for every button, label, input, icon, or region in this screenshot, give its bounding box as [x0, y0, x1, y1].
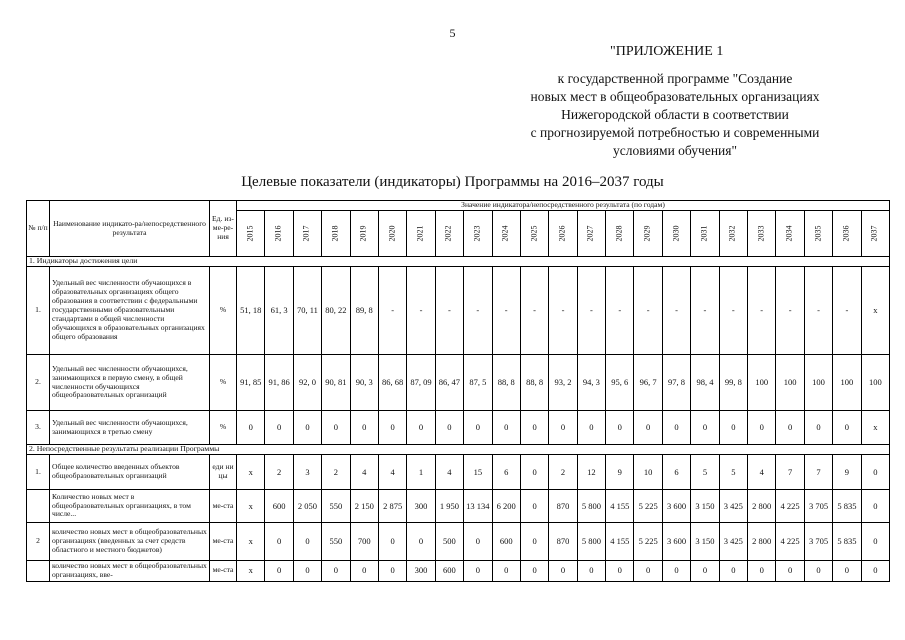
year-label: 2027 — [585, 225, 595, 242]
year-label: 2025 — [529, 225, 539, 242]
table-row — [27, 455, 890, 490]
value-cell: 3 705 — [804, 523, 832, 561]
table-body — [27, 257, 890, 582]
value-cell: 0 — [577, 411, 605, 445]
value-cell: 500 — [435, 523, 463, 561]
value-cell: х — [861, 411, 889, 445]
value-cell: 0 — [378, 523, 406, 561]
year-header — [748, 211, 776, 257]
value-cell: 3 600 — [662, 523, 690, 561]
year-header — [634, 211, 662, 257]
value-cell: 3 150 — [691, 490, 719, 523]
value-cell: 5 — [719, 455, 747, 490]
value-cell: 4 — [378, 455, 406, 490]
section-title: 2. Непосредственные результаты реализации Программы — [27, 445, 890, 455]
value-cell: 88, 8 — [520, 355, 548, 411]
value-cell: - — [662, 267, 690, 355]
value-cell: 1 — [407, 455, 435, 490]
value-cell: 92, 0 — [293, 355, 321, 411]
value-cell: 0 — [804, 561, 832, 582]
value-cell: 0 — [322, 561, 350, 582]
value-cell: 89, 8 — [350, 267, 378, 355]
value-cell: 0 — [634, 411, 662, 445]
value-cell: 2 875 — [378, 490, 406, 523]
value-cell: 5 800 — [577, 523, 605, 561]
document-title: Целевые показатели (индикаторы) Программы на 2016–2037 годы — [241, 174, 664, 190]
table-row — [27, 411, 890, 445]
value-cell: 3 705 — [804, 490, 832, 523]
year-header — [606, 211, 634, 257]
value-cell: 0 — [492, 561, 520, 582]
value-cell: 86, 47 — [435, 355, 463, 411]
value-cell: 0 — [804, 411, 832, 445]
value-cell: 0 — [520, 455, 548, 490]
value-cell: 0 — [293, 561, 321, 582]
value-cell: 13 134 — [464, 490, 492, 523]
value-cell: 0 — [265, 561, 293, 582]
value-cell: 3 600 — [662, 490, 690, 523]
value-cell: 98, 4 — [691, 355, 719, 411]
value-cell: - — [719, 267, 747, 355]
row-unit: % — [210, 267, 237, 355]
value-cell: 91, 86 — [265, 355, 293, 411]
value-cell: 600 — [435, 561, 463, 582]
year-label: 2035 — [813, 225, 823, 242]
value-cell: 0 — [492, 411, 520, 445]
row-name: Удельный вес численности обучающихся, занимающихся в третью смену — [50, 411, 210, 445]
value-cell: 2 800 — [748, 523, 776, 561]
table-row — [27, 561, 890, 582]
value-cell: 0 — [719, 561, 747, 582]
value-cell: 4 155 — [606, 490, 634, 523]
value-cell: 870 — [549, 490, 577, 523]
section-row — [27, 257, 890, 267]
year-label: 2026 — [557, 225, 567, 242]
value-cell: - — [804, 267, 832, 355]
year-label: 2024 — [500, 225, 510, 242]
value-cell: 100 — [748, 355, 776, 411]
value-cell: 0 — [577, 561, 605, 582]
row-unit: еди ни цы — [210, 455, 237, 490]
year-header — [407, 211, 435, 257]
year-header — [804, 211, 832, 257]
value-cell: 0 — [464, 561, 492, 582]
value-cell: 0 — [435, 411, 463, 445]
value-cell: х — [237, 455, 265, 490]
value-cell: 12 — [577, 455, 605, 490]
value-cell: 95, 6 — [606, 355, 634, 411]
row-num — [27, 561, 50, 582]
value-cell: 97, 8 — [662, 355, 690, 411]
value-cell: 93, 2 — [549, 355, 577, 411]
value-cell: 0 — [861, 523, 889, 561]
year-header — [492, 211, 520, 257]
row-unit: ме-ста — [210, 490, 237, 523]
year-header — [776, 211, 804, 257]
row-name: количество новых мест в общеобразовательных организациях, вве- — [50, 561, 210, 582]
value-cell: - — [492, 267, 520, 355]
value-cell: 90, 3 — [350, 355, 378, 411]
value-cell: 0 — [833, 411, 861, 445]
value-cell: 80, 22 — [322, 267, 350, 355]
value-cell: 0 — [378, 411, 406, 445]
value-cell: 9 — [606, 455, 634, 490]
year-label: 2037 — [869, 225, 879, 242]
value-cell: х — [237, 523, 265, 561]
year-label: 2033 — [756, 225, 766, 242]
value-cell: 0 — [520, 411, 548, 445]
value-cell: 87, 5 — [464, 355, 492, 411]
section-title: 1. Индикаторы достижения цели — [27, 257, 890, 267]
value-cell: 5 — [691, 455, 719, 490]
page-number: 5 — [449, 26, 456, 40]
value-cell: - — [549, 267, 577, 355]
header-num: № п/п — [27, 201, 50, 257]
value-cell: 2 — [549, 455, 577, 490]
value-cell: 100 — [804, 355, 832, 411]
value-cell: - — [520, 267, 548, 355]
value-cell: 300 — [407, 561, 435, 582]
appendix-line: условиями обучения" — [613, 143, 737, 158]
value-cell: х — [237, 561, 265, 582]
value-cell: 9 — [833, 455, 861, 490]
value-cell: 0 — [407, 523, 435, 561]
header-unit: Ед. из-ме-ре-ния — [210, 201, 237, 257]
value-cell: 0 — [662, 411, 690, 445]
value-cell: 5 835 — [833, 523, 861, 561]
value-cell: 0 — [606, 411, 634, 445]
value-cell: 0 — [691, 411, 719, 445]
value-cell: 88, 8 — [492, 355, 520, 411]
appendix-line: Нижегородской области в соответствии — [561, 107, 789, 122]
value-cell: 0 — [464, 523, 492, 561]
header-name: Наименование индикато-ра/непосредственного результата — [50, 201, 210, 257]
appendix-subtitle — [480, 70, 870, 160]
value-cell: 86, 68 — [378, 355, 406, 411]
value-cell: - — [748, 267, 776, 355]
value-cell: 90, 81 — [322, 355, 350, 411]
value-cell: 0 — [237, 411, 265, 445]
year-header — [662, 211, 690, 257]
value-cell: 70, 11 — [293, 267, 321, 355]
value-cell: 5 800 — [577, 490, 605, 523]
year-header — [464, 211, 492, 257]
year-header — [577, 211, 605, 257]
value-cell: 600 — [265, 490, 293, 523]
row-num — [27, 490, 50, 523]
value-cell: 0 — [520, 490, 548, 523]
value-cell: 0 — [691, 561, 719, 582]
value-cell: 2 800 — [748, 490, 776, 523]
value-cell: 4 — [435, 455, 463, 490]
year-label: 2036 — [841, 225, 851, 242]
value-cell: 4 225 — [776, 523, 804, 561]
value-cell: 0 — [634, 561, 662, 582]
value-cell: 6 — [492, 455, 520, 490]
value-cell: 0 — [861, 561, 889, 582]
value-cell: 5 225 — [634, 523, 662, 561]
appendix-line: к государственной программе "Создание — [557, 71, 793, 86]
value-cell: 100 — [833, 355, 861, 411]
value-cell: 5 225 — [634, 490, 662, 523]
row-num: 3. — [27, 411, 50, 445]
value-cell: 91, 85 — [237, 355, 265, 411]
value-cell: - — [464, 267, 492, 355]
value-cell: 700 — [350, 523, 378, 561]
value-cell: 4 155 — [606, 523, 634, 561]
year-label: 2022 — [443, 225, 453, 242]
value-cell: 4 225 — [776, 490, 804, 523]
year-header — [520, 211, 548, 257]
row-unit: ме-ста — [210, 561, 237, 582]
year-label: 2017 — [302, 225, 312, 242]
year-label: 2029 — [642, 225, 652, 242]
value-cell: 51, 18 — [237, 267, 265, 355]
value-cell: 5 835 — [833, 490, 861, 523]
appendix-line: новых мест в общеобразовательных организациях — [530, 89, 820, 104]
value-cell: 96, 7 — [634, 355, 662, 411]
year-header — [237, 211, 265, 257]
year-label: 2015 — [245, 225, 255, 242]
row-name: Количество новых мест в общеобразовательных организациях, в том числе... — [50, 490, 210, 523]
year-header — [435, 211, 463, 257]
value-cell: 0 — [293, 411, 321, 445]
appendix-line: с прогнозируемой потребностью и современными — [530, 125, 820, 140]
value-cell: 0 — [861, 490, 889, 523]
value-cell: 0 — [293, 523, 321, 561]
year-header — [265, 211, 293, 257]
value-cell: х — [861, 267, 889, 355]
value-cell: - — [691, 267, 719, 355]
appendix-title: "ПРИЛОЖЕНИЕ 1 — [610, 44, 724, 59]
value-cell: 6 200 — [492, 490, 520, 523]
year-header — [293, 211, 321, 257]
table-row — [27, 523, 890, 561]
year-label: 2021 — [415, 225, 425, 242]
value-cell: 0 — [748, 411, 776, 445]
value-cell: 1 950 — [435, 490, 463, 523]
year-label: 2034 — [784, 225, 794, 242]
year-label: 2016 — [273, 225, 283, 242]
value-cell: 0 — [378, 561, 406, 582]
value-cell: - — [634, 267, 662, 355]
year-label: 2020 — [387, 225, 397, 242]
value-cell: 100 — [776, 355, 804, 411]
value-cell: 870 — [549, 523, 577, 561]
value-cell: 0 — [719, 411, 747, 445]
value-cell: - — [833, 267, 861, 355]
row-name: Удельный вес численности обучающихся в образовательных организациях общего образования в соответствии с федеральными государственными образовательными стандартами в общей численности обучающихся в образовательных организациях общего образования — [50, 267, 210, 355]
value-cell: 0 — [833, 561, 861, 582]
value-cell: 3 425 — [719, 523, 747, 561]
value-cell: 3 425 — [719, 490, 747, 523]
year-header — [322, 211, 350, 257]
value-cell: 0 — [520, 523, 548, 561]
row-name: Общее количество введенных объектов общеобразовательных организаций — [50, 455, 210, 490]
year-label: 2032 — [727, 225, 737, 242]
value-cell: 3 150 — [691, 523, 719, 561]
table-row — [27, 267, 890, 355]
value-cell: 2 050 — [293, 490, 321, 523]
value-cell: 7 — [776, 455, 804, 490]
value-cell: 61, 3 — [265, 267, 293, 355]
value-cell: 0 — [265, 523, 293, 561]
row-name: количество новых мест в общеобразовательных организациях (введенных за счет средств областного и местного бюджетов) — [50, 523, 210, 561]
year-label: 2018 — [330, 225, 340, 242]
value-cell: 0 — [520, 561, 548, 582]
row-num: 2. — [27, 355, 50, 411]
year-header — [833, 211, 861, 257]
value-cell: 10 — [634, 455, 662, 490]
header-values-title: Значение индикатора/непосредственного результата (по годам) — [237, 201, 890, 211]
value-cell: 2 — [322, 455, 350, 490]
value-cell: 0 — [549, 411, 577, 445]
row-num: 1. — [27, 267, 50, 355]
value-cell: - — [776, 267, 804, 355]
table-row — [27, 355, 890, 411]
year-header — [350, 211, 378, 257]
year-header — [691, 211, 719, 257]
row-num: 2 — [27, 523, 50, 561]
value-cell: 3 — [293, 455, 321, 490]
value-cell: 7 — [804, 455, 832, 490]
value-cell: 0 — [350, 411, 378, 445]
value-cell: 550 — [322, 490, 350, 523]
indicators-table — [26, 200, 890, 582]
value-cell: 100 — [861, 355, 889, 411]
value-cell: - — [606, 267, 634, 355]
value-cell: 550 — [322, 523, 350, 561]
year-label: 2031 — [699, 225, 709, 242]
year-label: 2028 — [614, 225, 624, 242]
year-header — [549, 211, 577, 257]
value-cell: 94, 3 — [577, 355, 605, 411]
value-cell: 99, 8 — [719, 355, 747, 411]
year-header — [719, 211, 747, 257]
value-cell: 0 — [322, 411, 350, 445]
value-cell: - — [407, 267, 435, 355]
table-row — [27, 490, 890, 523]
value-cell: 0 — [606, 561, 634, 582]
value-cell: 0 — [464, 411, 492, 445]
row-unit: % — [210, 355, 237, 411]
row-num: 1. — [27, 455, 50, 490]
value-cell: 0 — [549, 561, 577, 582]
value-cell: - — [435, 267, 463, 355]
value-cell: 0 — [350, 561, 378, 582]
value-cell: 6 — [662, 455, 690, 490]
row-name: Удельный вес численности обучающихся, занимающихся в первую смену, в общей численности обучающихся общеобразовательных организаций — [50, 355, 210, 411]
row-unit: ме-ста — [210, 523, 237, 561]
year-label: 2023 — [472, 225, 482, 242]
section-row — [27, 445, 890, 455]
value-cell: 15 — [464, 455, 492, 490]
value-cell: 0 — [776, 411, 804, 445]
value-cell: 0 — [662, 561, 690, 582]
value-cell: - — [378, 267, 406, 355]
value-cell: 4 — [350, 455, 378, 490]
value-cell: 0 — [265, 411, 293, 445]
value-cell: 300 — [407, 490, 435, 523]
value-cell: 4 — [748, 455, 776, 490]
value-cell: 600 — [492, 523, 520, 561]
value-cell: 0 — [861, 455, 889, 490]
value-cell: 0 — [407, 411, 435, 445]
year-header — [378, 211, 406, 257]
table-header — [27, 201, 890, 257]
value-cell: 0 — [748, 561, 776, 582]
year-header — [861, 211, 889, 257]
year-label: 2030 — [671, 225, 681, 242]
value-cell: 0 — [776, 561, 804, 582]
value-cell: - — [577, 267, 605, 355]
row-unit: % — [210, 411, 237, 445]
year-label: 2019 — [358, 225, 368, 242]
value-cell: х — [237, 490, 265, 523]
value-cell: 87, 09 — [407, 355, 435, 411]
value-cell: 2 150 — [350, 490, 378, 523]
value-cell: 2 — [265, 455, 293, 490]
